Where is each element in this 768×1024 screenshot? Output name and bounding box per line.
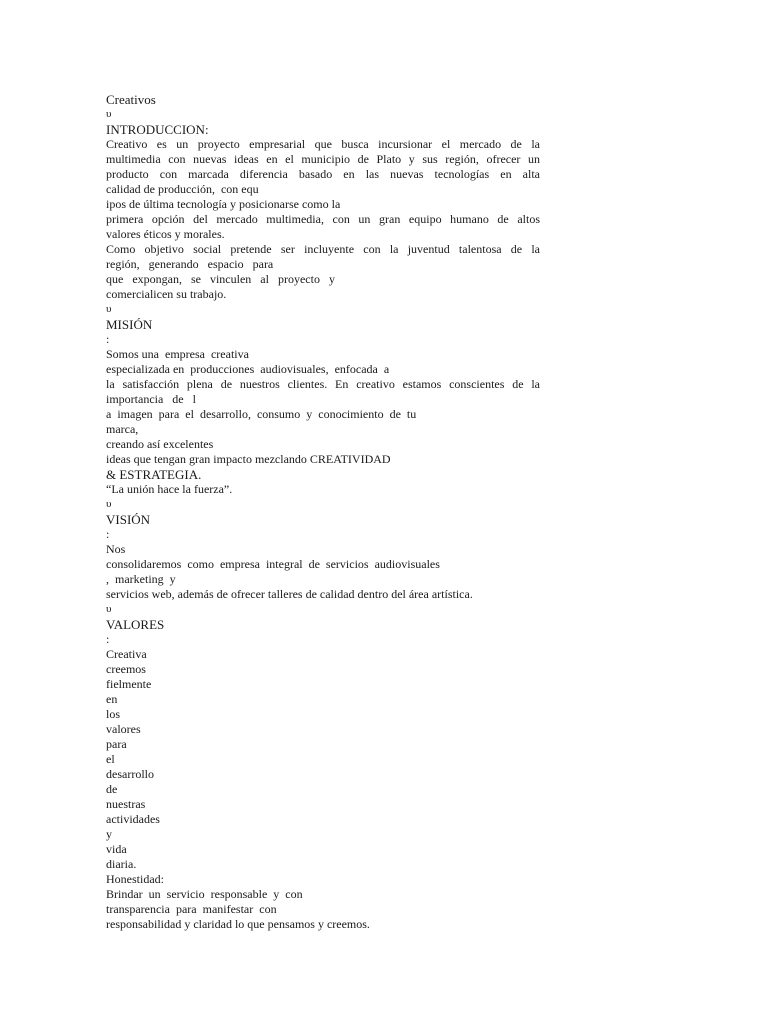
text-line: servicios web, además de ofrecer talleres de calidad dentro del área artística.: [106, 587, 473, 601]
text-line: , marketing y: [106, 572, 176, 586]
text-line: consolidaremos como empresa integral de servicios audiovisuales: [106, 557, 440, 571]
text-line: “La unión hace la fuerza”.: [106, 482, 233, 496]
text-line: ipos de última tecnología y posicionarse como la: [106, 197, 341, 211]
text-line: región, generando espacio para: [106, 257, 274, 271]
text-line: Creativos: [106, 92, 156, 107]
text-line: INTRODUCCION:: [106, 122, 209, 137]
text-line: diaria.: [106, 857, 137, 871]
text-line: Honestidad:: [106, 872, 164, 886]
text-line: valores éticos y morales.: [106, 227, 225, 241]
text-line: Creativa: [106, 647, 147, 661]
text-line: actividades: [106, 812, 160, 826]
text-line: a imagen para el desarrollo, consumo y conocimiento de tu: [106, 407, 417, 421]
text-line: para: [106, 737, 127, 751]
text-line: los: [106, 707, 121, 721]
text-line: primera opción del mercado multimedia, con un gran equipo humano de altos: [106, 212, 540, 226]
text-line: Somos una empresa creativa: [106, 347, 249, 361]
text-line: comercialicen su trabajo.: [106, 287, 227, 301]
text-line: υ: [106, 303, 112, 315]
text-line: valores: [106, 722, 141, 736]
text-line: Como objetivo social pretende ser incluyente con la juventud talentosa de la: [106, 242, 540, 256]
text-line: desarrollo: [106, 767, 154, 781]
text-line: VALORES: [106, 617, 165, 632]
text-line: especializada en producciones audiovisuales, enfocada a: [106, 362, 390, 376]
text-line: creemos: [106, 662, 146, 676]
text-line: que expongan, se vinculen al proyecto y: [106, 272, 335, 286]
text-line: υ: [106, 498, 112, 510]
document-body: [106, 92, 540, 932]
text-line: el: [106, 752, 115, 766]
text-line: :: [106, 332, 110, 346]
text-line: Creativo es un proyecto empresarial que busca incursionar el mercado de la: [106, 137, 540, 151]
text-line: & ESTRATEGIA.: [106, 467, 202, 482]
text-line: :: [106, 632, 110, 646]
text-line: nuestras: [106, 797, 146, 811]
text-line: vida: [106, 842, 127, 856]
text-line: marca,: [106, 422, 139, 436]
text-line: fielmente: [106, 677, 152, 691]
text-line: multimedia con nuevas ideas en el municipio de Plato y sus región, ofrecer un: [106, 152, 540, 166]
text-line: MISIÓN: [106, 317, 153, 332]
text-line: de: [106, 782, 118, 796]
text-line: y: [106, 827, 112, 841]
text-line: Nos: [106, 542, 126, 556]
text-line: VISIÓN: [106, 512, 151, 527]
text-line: ideas que tengan gran impacto mezclando CREATIVIDAD: [106, 452, 391, 466]
text-line: la satisfacción plena de nuestros clientes. En creativo estamos conscientes de la: [106, 377, 540, 391]
text-line: Brindar un servicio responsable y con: [106, 887, 303, 901]
text-line: calidad de producción, con equ: [106, 182, 259, 196]
text-line: υ: [106, 108, 112, 120]
text-line: importancia de l: [106, 392, 196, 406]
text-line: :: [106, 527, 110, 541]
text-line: transparencia para manifestar con: [106, 902, 277, 916]
text-line: en: [106, 692, 118, 706]
text-line: responsabilidad y claridad lo que pensamos y creemos.: [106, 917, 370, 931]
text-line: υ: [106, 603, 112, 615]
text-line: creando así excelentes: [106, 437, 214, 451]
text-line: producto con marcada diferencia basado en las nuevas tecnologías en alta: [106, 167, 540, 181]
